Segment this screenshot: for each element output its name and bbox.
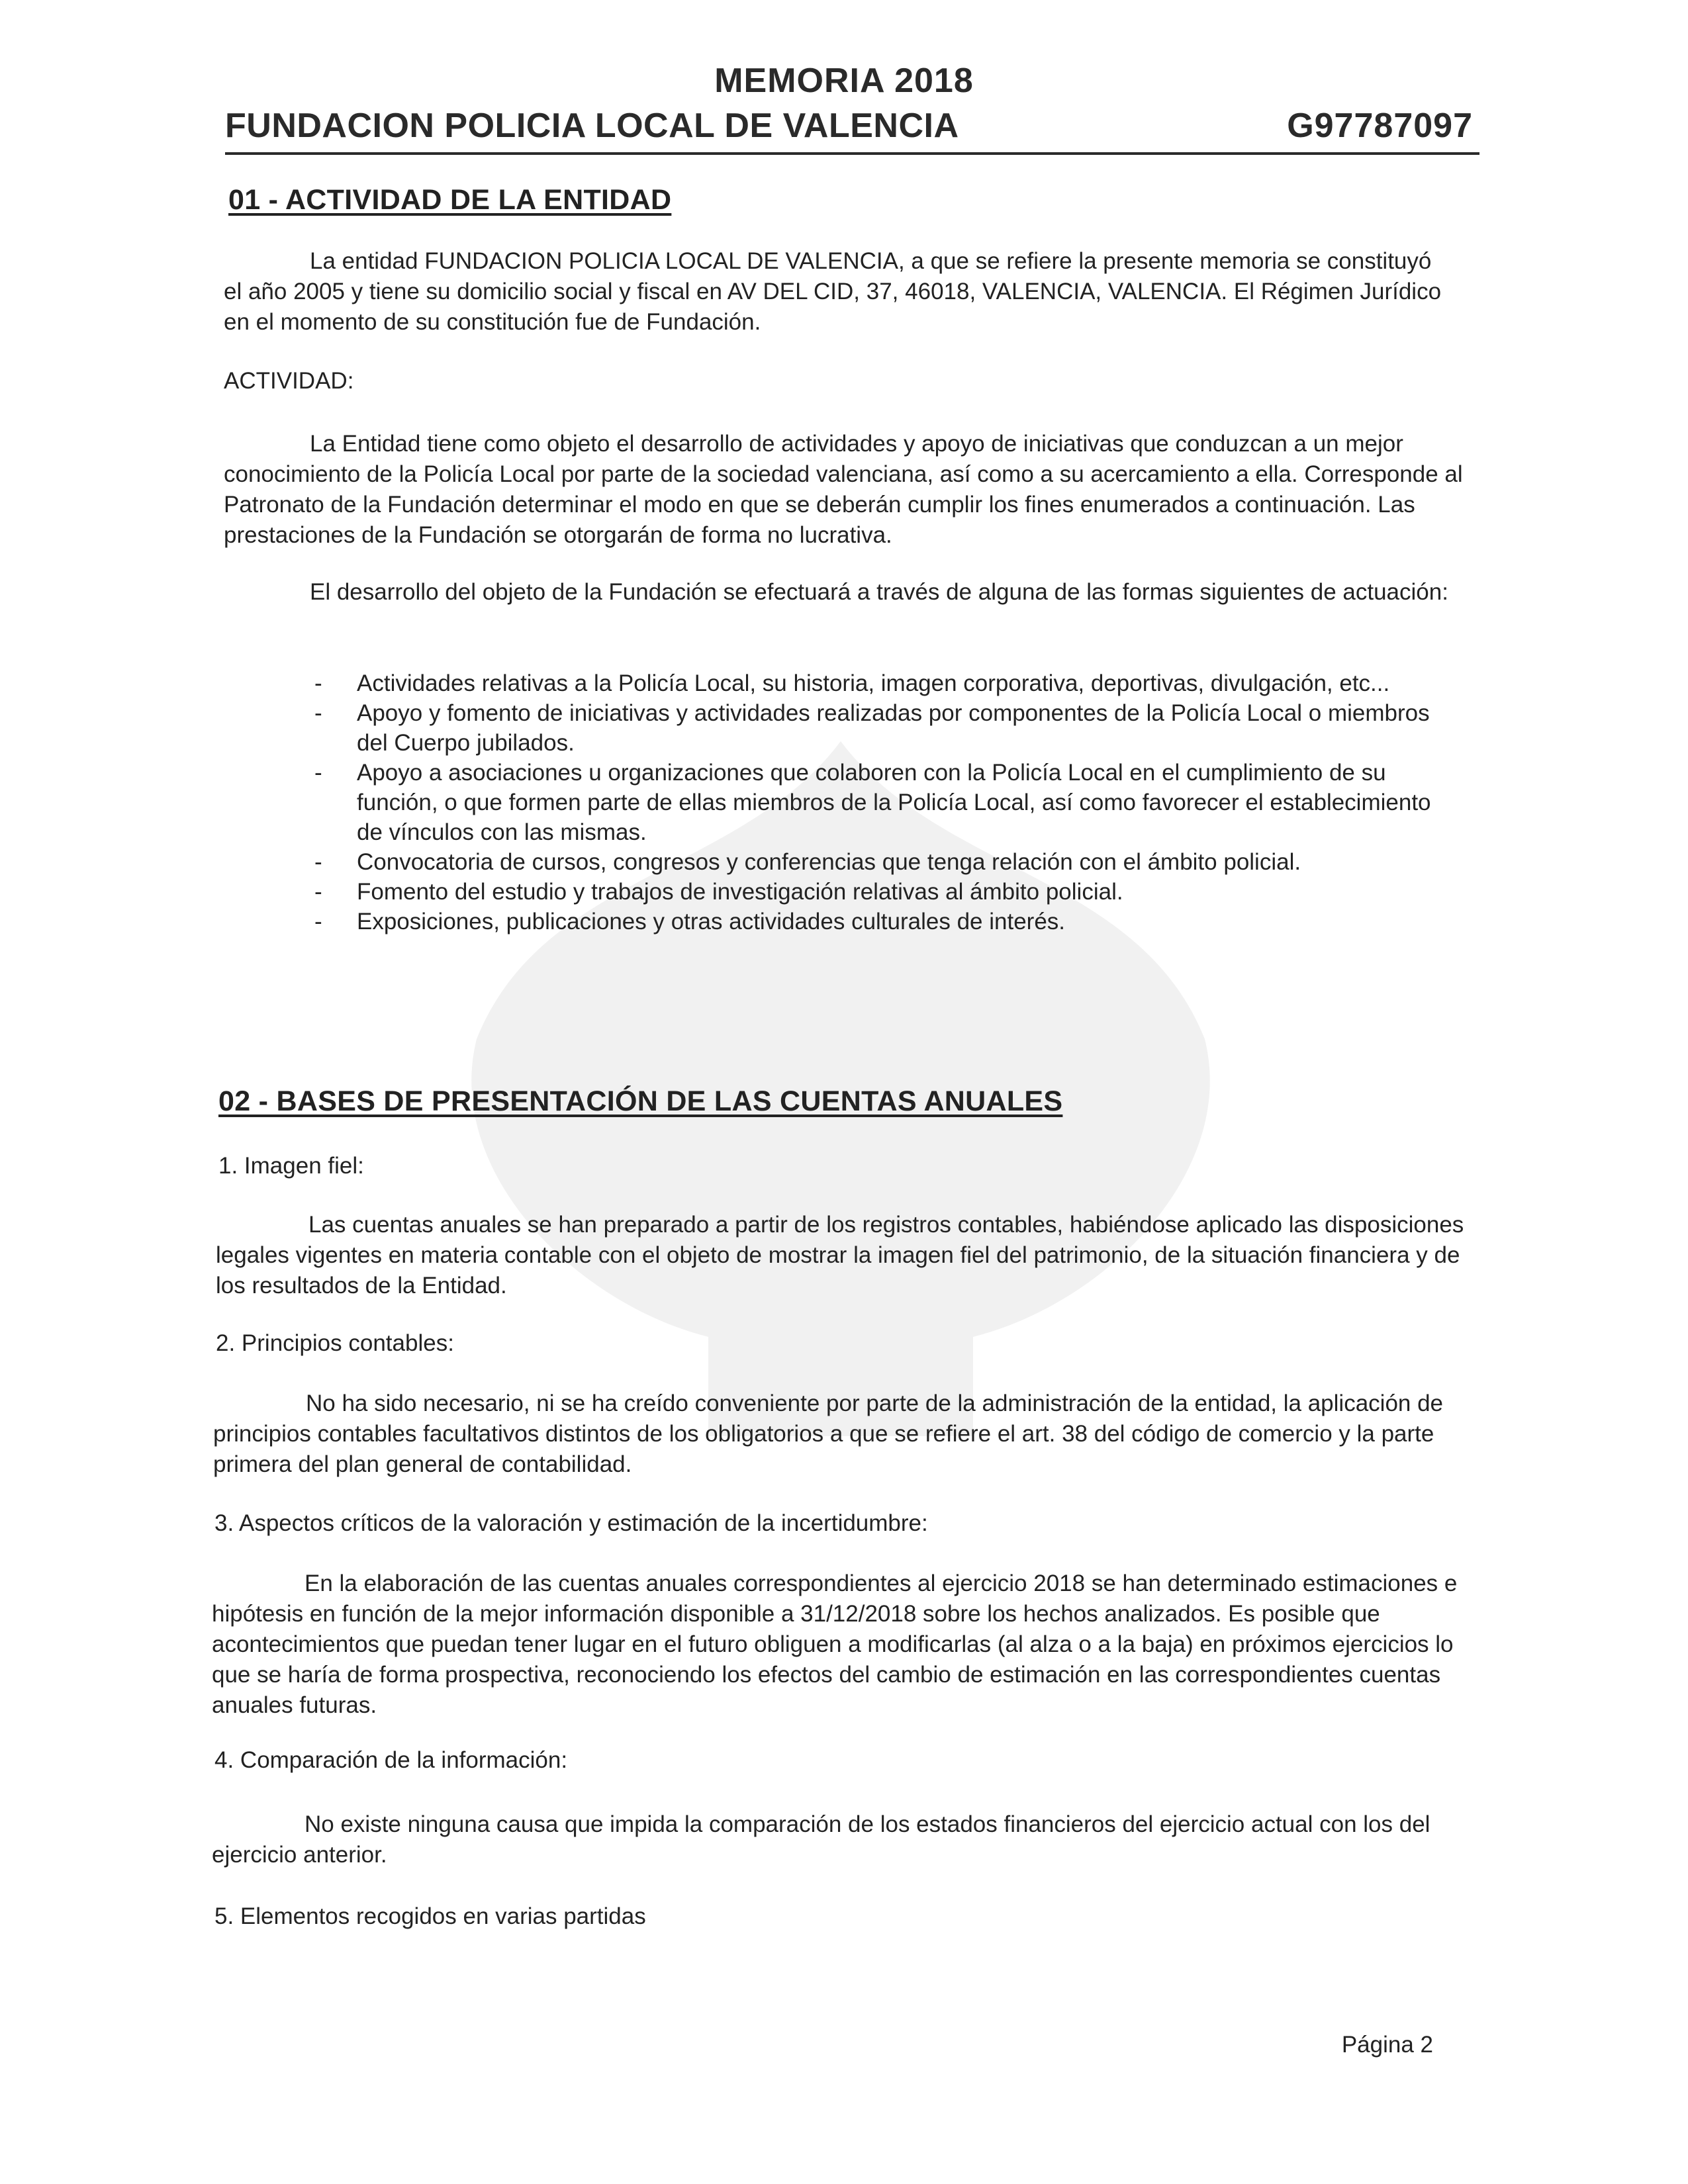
item-text-aspectos: En la elaboración de las cuentas anuales correspondientes al ejercicio 2018 se han determinado estimaciones e hipótesis en función de la mejor información disponible a 31/12/2018 sobre los hechos analizados. Es posible que acontecimientos que puedan tener lugar en el futuro obliguen a modificarlas (al alza o a la baja) en próximos ejercicios lo que se haría de forma prospectiva, reconociendo los efectos del cambio de estimación en las correspondientes cuentas anuales futuras. bbox=[212, 1570, 1458, 1718]
item-label-comparacion: 4. Comparación de la información: bbox=[214, 1747, 568, 1773]
list-item: - Actividades relativas a la Policía Local, su historia, imagen corporativa, deportivas, divulgación, etc... bbox=[314, 670, 1390, 696]
page-number: Página 2 bbox=[1341, 2032, 1433, 2058]
item-text-imagen-fiel: Las cuentas anuales se han preparado a partir de los registros contables, habiéndose aplicado las disposiciones legales vigentes en materia contable con el objeto de mostrar la imagen fiel del patrimonio, de la situación financiera y de los resultados de la Entidad. bbox=[216, 1212, 1464, 1298]
header-row bbox=[225, 106, 1479, 155]
item-label-aspectos: 3. Aspectos críticos de la valoración y estimación de la incertidumbre: bbox=[214, 1510, 928, 1536]
intro-paragraph bbox=[224, 246, 1455, 338]
list-item: - Exposiciones, publicaciones y otras actividades culturales de interés. bbox=[314, 909, 1066, 934]
activity-text: La Entidad tiene como objeto el desarrollo de actividades y apoyo de iniciativas que conduzcan a un mejor conocimiento de la Policía Local por parte de la sociedad valenciana, así como a su acercamiento a ella. Corresponde al Patronato de la Fundación determinar el modo en que se deberán cumplir los fines enumerados a continuación. Las prestaciones de la Fundación se otorgarán de forma no lucrativa. bbox=[224, 431, 1463, 548]
section-heading-actividad: 01 - ACTIVIDAD DE LA ENTIDAD bbox=[228, 184, 672, 216]
item-text-principios: No ha sido necesario, ni se ha creído conveniente por parte de la administración de la entidad, la aplicación de principios contables facultativos distintos de los obligatorios a que se refiere el art. 38 del código de comercio y la parte primera del plan general de contabilidad. bbox=[213, 1390, 1444, 1477]
entity-name: FUNDACION POLICIA LOCAL DE VALENCIA bbox=[225, 107, 959, 145]
section-heading-bases: 02 - BASES DE PRESENTACIÓN DE LAS CUENTAS ANUALES bbox=[218, 1085, 1063, 1117]
item-label-imagen-fiel: 1. Imagen fiel: bbox=[218, 1153, 364, 1179]
forms-text: El desarrollo del objeto de la Fundación se efectuará a través de alguna de las formas siguientes de actuación: bbox=[310, 579, 1448, 605]
entity-code: G97787097 bbox=[1287, 107, 1473, 145]
item-text-comparacion: No existe ninguna causa que impida la comparación de los estados financieros del ejercicio actual con los del ejercicio anterior. bbox=[212, 1811, 1430, 1868]
list-item: - Convocatoria de cursos, congresos y conferencias que tenga relación con el ámbito policial. bbox=[314, 849, 1301, 875]
forms-paragraph bbox=[224, 577, 1468, 608]
item-label-principios: 2. Principios contables: bbox=[216, 1330, 454, 1356]
item-label-elementos: 5. Elementos recogidos en varias partidas bbox=[214, 1903, 646, 1929]
list-item: - Apoyo a asociaciones u organizaciones que colaboren con la Policía Local en el cumplimiento de su función, o que formen parte de ellas miembros de la Policía Local, así como favorecer el establecimiento de vínculos con las mismas. bbox=[314, 760, 1431, 845]
activity-paragraph bbox=[224, 429, 1468, 551]
list-item: - Apoyo y fomento de iniciativas y actividades realizadas por componentes de la Policía Local o miembros del Cuerpo jubilados. bbox=[314, 700, 1430, 756]
intro-text: La entidad FUNDACION POLICIA LOCAL DE VALENCIA, a que se refiere la presente memoria se constituyó el año 2005 y tiene su domicilio social y fiscal en AV DEL CID, 37, 46018, VALENCIA, VALENCIA. El Régimen Jurídico en el momento de su constitución fue de Fundación. bbox=[224, 248, 1442, 335]
list-item: - Fomento del estudio y trabajos de investigación relativas al ámbito policial. bbox=[314, 879, 1123, 905]
activity-label: ACTIVIDAD: bbox=[224, 368, 354, 394]
document-title: MEMORIA 2018 bbox=[714, 62, 974, 100]
activities-list bbox=[314, 668, 1460, 936]
